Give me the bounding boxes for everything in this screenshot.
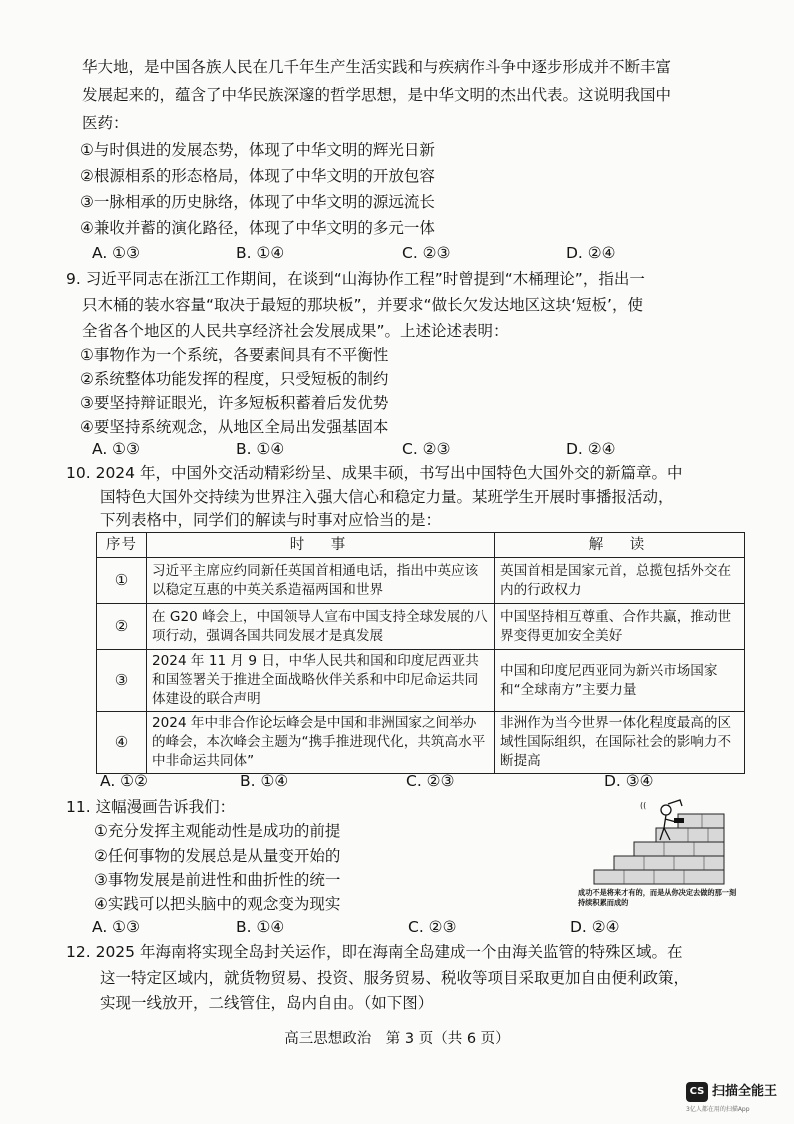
row-reading: 中国和印度尼西亚同为新兴市场国家和“全球南方”主要力量 [495,650,745,712]
q9-item-2: ②系统整体功能发挥的程度，只受短板的制约 [80,370,389,388]
header-event: 时 事 [147,533,495,558]
q9-option-a[interactable]: A. ①③ [92,440,140,458]
q10-option-b[interactable]: B. ①④ [240,772,289,790]
row-index: ③ [97,650,147,712]
q11-options [92,916,702,938]
table-header-row [97,533,745,558]
q11-item-3: ③事物发展是前进性和曲折性的统一 [94,871,341,889]
q8-option-b[interactable]: B. ①④ [236,244,285,262]
scanner-tagline: 3亿人都在用的扫描App [686,1106,750,1113]
scanner-watermark [686,1080,786,1116]
cartoon-illustration-icon [584,798,734,888]
q11-stem: 11. 这幅漫画告诉我们： [66,798,236,816]
q11-option-d[interactable]: D. ②④ [570,918,620,936]
q11-item-2: ②任何事物的发展总是从量变开始的 [94,847,341,865]
q8-option-a[interactable]: A. ①③ [92,244,140,262]
q10-option-a[interactable]: A. ①② [100,772,148,790]
q8-item-2: ②根源相系的形态格局，体现了中华文明的开放包容 [80,167,435,185]
q11-option-b[interactable]: B. ①④ [236,918,285,936]
q10-option-d[interactable]: D. ③④ [604,772,654,790]
header-index: 序号 [97,533,147,558]
q8-item-1: ①与时俱进的发展态势，体现了中华文明的辉光日新 [80,141,435,159]
table-row [97,604,745,650]
row-event: 习近平主席应约同新任英国首相通电话，指出中英应该以稳定互惠的中英关系造福两国和世界 [147,558,495,604]
q9-item-3: ③要坚持辩证眼光，许多短板积蓄着后发优势 [80,394,389,412]
q10-stem-line-1: 10. 2024 年，中国外交活动精彩纷呈、成果丰硕，书写出中国特色大国外交的新篇章。中 [66,464,683,482]
row-reading: 英国首相是国家元首，总揽包括外交在内的行政权力 [495,558,745,604]
q9-options [92,438,702,460]
row-reading: 非洲作为当今世界一体化程度最高的区域性国际组织，在国际社会的影响力不断提高 [495,712,745,774]
q9-item-4: ④要坚持系统观念，从地区全局出发强基固本 [80,418,389,436]
q9-option-d[interactable]: D. ②④ [566,440,616,458]
q11-option-c[interactable]: C. ②③ [408,918,457,936]
q9-stem-line-2: 只木桶的装水容量“取决于最短的那块板”，并要求“做长欠发达地区这块‘短板’，使 [82,296,643,314]
q10-stem-line-2: 国特色大国外交持续为世界注入强大信心和稳定力量。某班学生开展时事播报活动， [100,488,674,506]
header-reading: 解 读 [495,533,745,558]
q9-option-c[interactable]: C. ②③ [402,440,451,458]
page-footer: 高三思想政治 第 3 页（共 6 页） [284,1031,510,1047]
q8-stem-line-3: 医药： [82,114,129,132]
scanner-app-name: 扫描全能王 [712,1084,778,1099]
q9-option-b[interactable]: B. ①④ [236,440,285,458]
row-event: 2024 年 11 月 9 日，中华人民共和国和印度尼西亚共和国签署关于推进全面战略伙伴关系和中印尼命运共同体建设的联合声明 [147,650,495,712]
q12-stem-line-1: 12. 2025 年海南将实现全岛封关运作，即在海南全岛建成一个由海关监管的特殊区域。在 [66,943,683,961]
table-row [97,712,745,774]
q9-stem-line-3: 全省各个地区的人民共享经济社会发展成果”。上述论述表明： [82,322,509,340]
q9-stem-line-1: 9. 习近平同志在浙江工作期间，在谈到“山海协作工程”时曾提到“木桶理论”，指出一 [66,270,645,288]
row-reading: 中国坚持相互尊重、合作共赢，推动世界变得更加安全美好 [495,604,745,650]
scanner-logo-icon: CS [686,1082,708,1102]
q8-option-c[interactable]: C. ②③ [402,244,451,262]
q8-stem-line-2: 发展起来的，蕴含了中华民族深邃的哲学思想，是中华文明的杰出代表。这说明我国中 [82,86,672,104]
q11-item-4: ④实践可以把头脑中的观念变为现实 [94,895,341,913]
q10-option-c[interactable]: C. ②③ [406,772,455,790]
table-row [97,558,745,604]
q8-options [92,242,702,264]
cartoon-caption: 成功不是将来才有的，而是从你决定去做的那一刻持续积累而成的 [578,888,737,907]
q8-stem-line-1: 华大地，是中国各族人民在几千年生产生活实践和与疾病作斗争中逐步形成并不断丰富 [82,58,672,76]
q8-option-d[interactable]: D. ②④ [566,244,616,262]
row-index: ④ [97,712,147,774]
q8-item-4: ④兼收并蓄的演化路径，体现了中华文明的多元一体 [80,219,435,237]
svg-text:((: (( [640,801,647,810]
q9-item-1: ①事物作为一个系统，各要素间具有不平衡性 [80,346,389,364]
q10-options [100,770,710,792]
row-event: 在 G20 峰会上，中国领导人宣布中国支持全球发展的八项行动，强调各国共同发展才是真发展 [147,604,495,650]
q10-stem-line-3: 下列表格中，同学们的解读与时事对应恰当的是： [100,511,442,529]
q8-item-3: ③一脉相承的历史脉络，体现了中华文明的源远流长 [80,193,435,211]
row-event: 2024 年中非合作论坛峰会是中国和非洲国家之间举办的峰会，本次峰会主题为“携手推进现代化，共筑高水平中非命运共同体” [147,712,495,774]
q12-stem-line-3: 实现一线放开，二线管住，岛内自由。（如下图） [100,994,434,1012]
row-index: ① [97,558,147,604]
events-table [96,532,745,774]
row-index: ② [97,604,147,650]
q11-item-1: ①充分发挥主观能动性是成功的前提 [94,822,341,840]
table-row [97,650,745,712]
q11-option-a[interactable]: A. ①③ [92,918,140,936]
q12-stem-line-2: 这一特定区域内，就货物贸易、投资、服务贸易、税收等项目采取更加自由便利政策， [100,969,690,987]
